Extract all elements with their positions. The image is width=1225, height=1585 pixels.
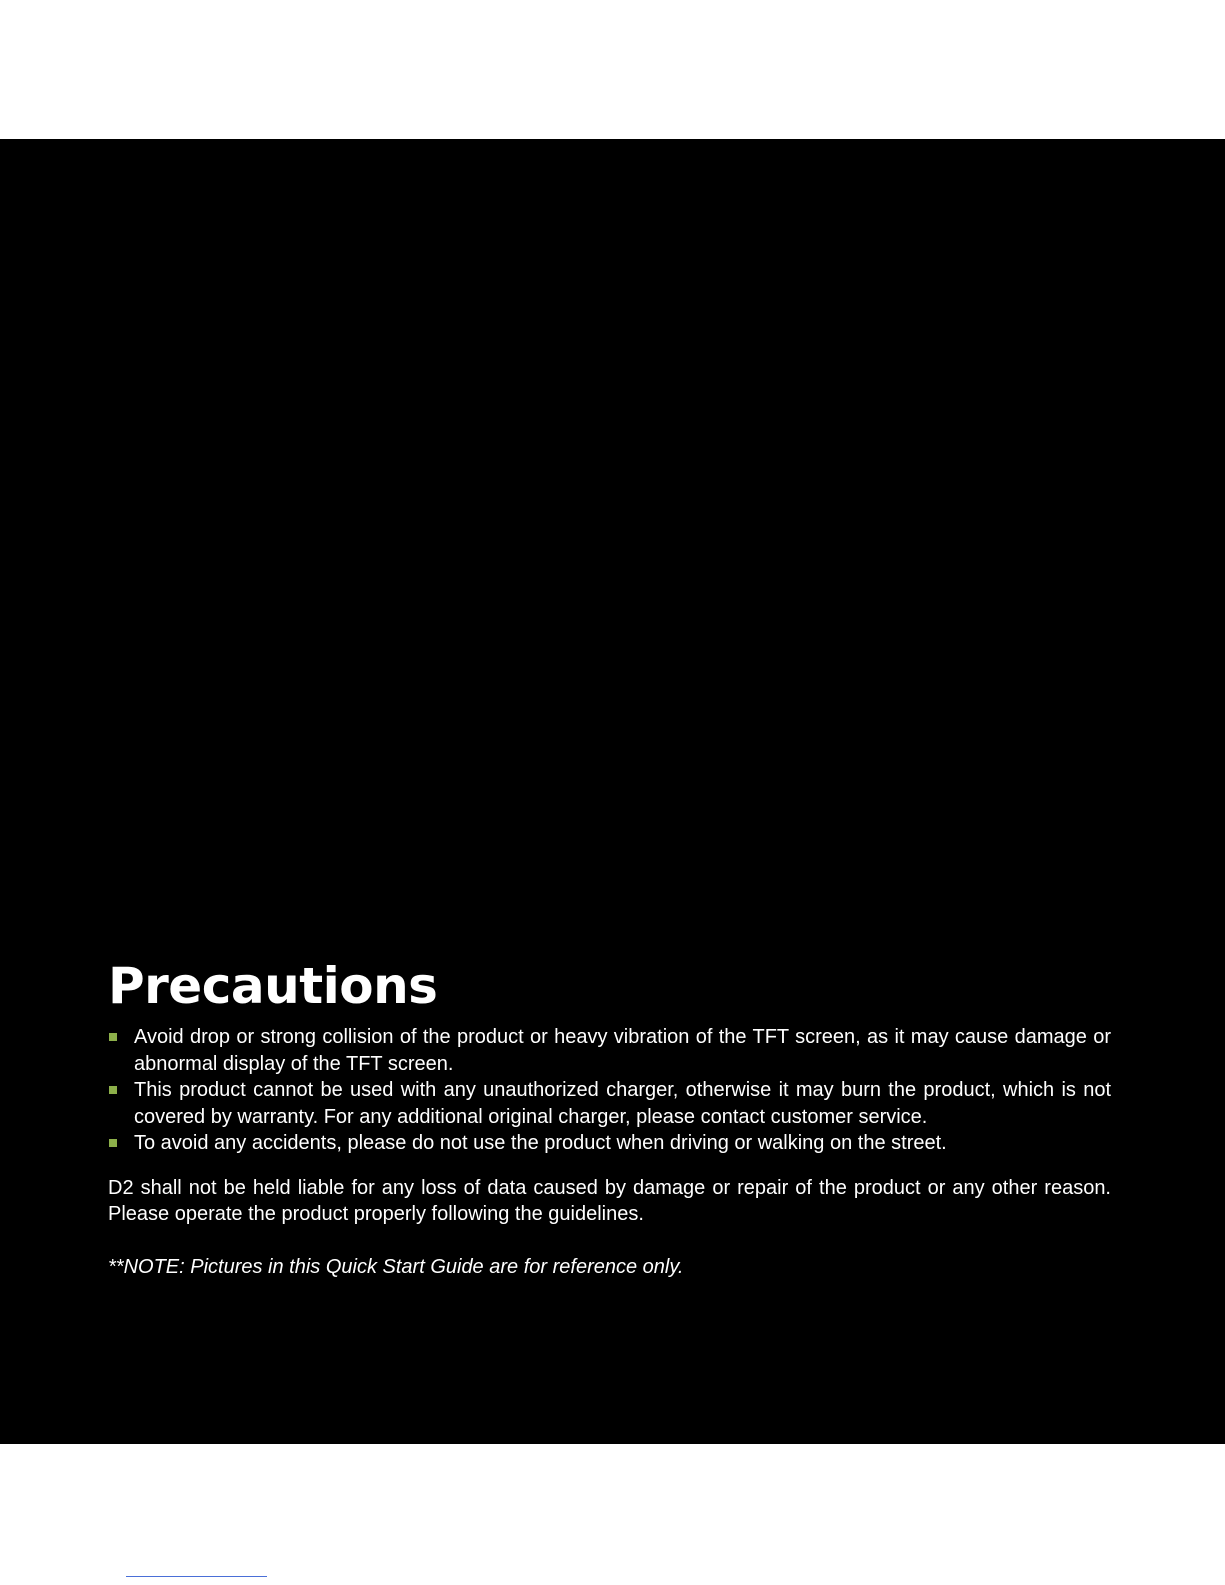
reference-note: **NOTE: Pictures in this Quick Start Guide are for reference only. [108,1255,684,1278]
square-bullet-icon [109,1139,117,1147]
list-item [108,1077,1111,1130]
precautions-list [108,1024,1111,1157]
footer-link-underline [126,1576,267,1577]
square-bullet-icon [109,1033,117,1041]
list-item-text: This product cannot be used with any unauthorized charger, otherwise it may burn the product, which is not covered by warranty. For any additional original charger, please contact customer service. [134,1079,1111,1128]
list-item [108,1024,1111,1077]
square-bullet-icon [109,1086,117,1094]
list-item [108,1130,1111,1157]
section-title: Precautions [108,957,438,1015]
list-item-text: Avoid drop or strong collision of the product or heavy vibration of the TFT screen, as it may cause damage or abnormal display of the TFT screen. [134,1026,1111,1075]
list-item-text: To avoid any accidents, please do not use the product when driving or walking on the street. [134,1132,947,1154]
liability-disclaimer: D2 shall not be held liable for any loss of data caused by damage or repair of the product or any other reason. Please operate the product properly following the guidelines. [108,1176,1111,1225]
precautions-section [108,956,1111,1280]
